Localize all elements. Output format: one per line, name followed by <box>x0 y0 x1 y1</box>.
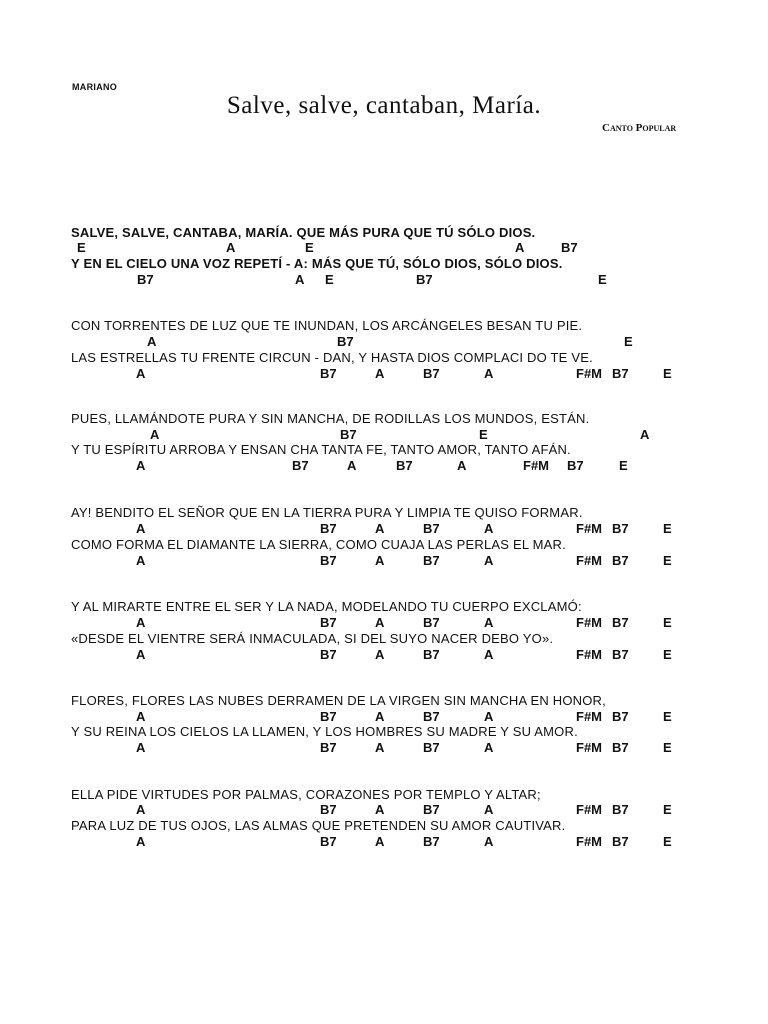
chord: A <box>375 834 385 849</box>
lyric-line <box>0 442 768 458</box>
lyric-text: SALVE, SALVE, CANTABA, MARÍA. QUE MÁS PURA QUE TÚ SÓLO DIOS. <box>71 225 536 240</box>
chord: E <box>624 334 633 349</box>
chord: A <box>457 458 467 473</box>
lyric-text: PUES, LLAMÁNDOTE PURA Y SIN MANCHA, DE RODILLAS LOS MUNDOS, ESTÁN. <box>71 411 590 426</box>
lyric-text: Y EN EL CIELO UNA VOZ REPETÍ - A: MÁS QUE TÚ, SÓLO DIOS, SÓLO DIOS. <box>71 256 563 271</box>
chord: A <box>484 740 494 755</box>
lyric-line <box>0 631 768 647</box>
chord-line <box>0 427 768 443</box>
chord: A <box>375 521 385 536</box>
chord: E <box>598 272 607 287</box>
chord: E <box>479 427 488 442</box>
lyric-line <box>0 318 768 334</box>
chord: B7 <box>320 709 337 724</box>
chord: A <box>375 802 385 817</box>
chord-line <box>0 458 768 474</box>
chord: B7 <box>423 802 440 817</box>
lyric-line <box>0 505 768 521</box>
chord: E <box>325 272 334 287</box>
chord: A <box>484 553 494 568</box>
chord: A <box>484 802 494 817</box>
chord: E <box>663 521 672 536</box>
chord: E <box>77 240 86 255</box>
chord: B7 <box>320 802 337 817</box>
chord: E <box>663 647 672 662</box>
lyric-line <box>0 350 768 366</box>
lyric-text: Y TU ESPÍRITU ARROBA Y ENSAN CHA TANTA FE, TANTO AMOR, TANTO AFÁN. <box>71 442 571 457</box>
lyric-text: Y SU REINA LOS CIELOS LA LLAMEN, Y LOS HOMBRES SU MADRE Y SU AMOR. <box>71 724 578 739</box>
chord-line <box>0 366 768 382</box>
chord: B7 <box>612 802 629 817</box>
chord: B7 <box>337 334 354 349</box>
chord: A <box>150 427 160 442</box>
chord: A <box>515 240 525 255</box>
chord: A <box>375 615 385 630</box>
chord-line <box>0 272 768 288</box>
chord: E <box>663 553 672 568</box>
chord: B7 <box>320 834 337 849</box>
chord: B7 <box>423 521 440 536</box>
chord-line <box>0 834 768 850</box>
chord: A <box>136 553 146 568</box>
chord: B7 <box>320 366 337 381</box>
chord: A <box>484 709 494 724</box>
page-title: Salve, salve, cantaban, María. <box>226 92 542 119</box>
chord: F#M <box>576 740 602 755</box>
chord: B7 <box>292 458 309 473</box>
lyric-text: COMO FORMA EL DIAMANTE LA SIERRA, COMO CUAJA LAS PERLAS EL MAR. <box>71 537 566 552</box>
chord: F#M <box>576 366 602 381</box>
chord: B7 <box>567 458 584 473</box>
chord: B7 <box>423 615 440 630</box>
chord: A <box>226 240 236 255</box>
chord: A <box>136 521 146 536</box>
chord: B7 <box>561 240 578 255</box>
chord-line <box>0 334 768 350</box>
song-source: Canto Popular <box>602 122 677 134</box>
chord: B7 <box>612 709 629 724</box>
chord: E <box>619 458 628 473</box>
chord: E <box>663 802 672 817</box>
chord-line <box>0 553 768 569</box>
chord: A <box>136 834 146 849</box>
chord: F#M <box>576 709 602 724</box>
chord: B7 <box>320 740 337 755</box>
lyric-line <box>0 818 768 834</box>
category-label: MARIANO <box>72 82 118 92</box>
lyric-line <box>0 787 768 803</box>
chord: B7 <box>612 647 629 662</box>
chord: A <box>375 553 385 568</box>
chord: E <box>305 240 314 255</box>
chord: B7 <box>612 834 629 849</box>
chord: A <box>375 366 385 381</box>
chord: B7 <box>612 740 629 755</box>
chord: F#M <box>576 802 602 817</box>
chord: A <box>136 366 146 381</box>
chord: B7 <box>320 553 337 568</box>
chord: A <box>347 458 357 473</box>
chord: B7 <box>612 615 629 630</box>
chord: E <box>663 709 672 724</box>
chord: B7 <box>320 521 337 536</box>
chord: B7 <box>423 553 440 568</box>
lyric-text: «DESDE EL VIENTRE SERÁ INMACULADA, SI DEL SUYO NACER DEBO YO». <box>71 631 554 646</box>
lyric-text: ELLA PIDE VIRTUDES POR PALMAS, CORAZONES POR TEMPLO Y ALTAR; <box>71 787 541 802</box>
chord: E <box>663 834 672 849</box>
chord: A <box>136 740 146 755</box>
chord: B7 <box>612 521 629 536</box>
chord-line <box>0 240 768 256</box>
chord: F#M <box>576 521 602 536</box>
chord: B7 <box>423 740 440 755</box>
chord: A <box>484 521 494 536</box>
chord: B7 <box>423 709 440 724</box>
chord: A <box>640 427 650 442</box>
lyric-text: CON TORRENTES DE LUZ QUE TE INUNDAN, LOS ARCÁNGELES BESAN TU PIE. <box>71 318 583 333</box>
chord-line <box>0 647 768 663</box>
lyric-line <box>0 256 768 272</box>
lyric-line <box>0 225 768 241</box>
chord: A <box>484 647 494 662</box>
chord: A <box>136 647 146 662</box>
chord: F#M <box>523 458 549 473</box>
chord-line <box>0 740 768 756</box>
chord: A <box>484 615 494 630</box>
lyric-line <box>0 599 768 615</box>
chord-line <box>0 709 768 725</box>
chord: E <box>663 615 672 630</box>
chord: B7 <box>612 366 629 381</box>
lyric-text: AY! BENDITO EL SEÑOR QUE EN LA TIERRA PURA Y LIMPIA TE QUISO FORMAR. <box>71 505 583 520</box>
chord: A <box>484 366 494 381</box>
chord: A <box>295 272 305 287</box>
chord: F#M <box>576 553 602 568</box>
lyric-text: Y AL MIRARTE ENTRE EL SER Y LA NADA, MODELANDO TU CUERPO EXCLAMÓ: <box>71 599 582 614</box>
chord: B7 <box>320 615 337 630</box>
chord: B7 <box>340 427 357 442</box>
chord: A <box>136 615 146 630</box>
chord: B7 <box>137 272 154 287</box>
chord: B7 <box>320 647 337 662</box>
chord-line <box>0 802 768 818</box>
lyric-text: LAS ESTRELLAS TU FRENTE CIRCUN - DAN, Y HASTA DIOS COMPLACI DO TE VE. <box>71 350 593 365</box>
lyric-text: PARA LUZ DE TUS OJOS, LAS ALMAS QUE PRETENDEN SU AMOR CAUTIVAR. <box>71 818 566 833</box>
chord: A <box>136 802 146 817</box>
lyric-text: FLORES, FLORES LAS NUBES DERRAMEN DE LA VIRGEN SIN MANCHA EN HONOR, <box>71 693 606 708</box>
chord: A <box>375 740 385 755</box>
chord: F#M <box>576 647 602 662</box>
chord: A <box>147 334 157 349</box>
chord: B7 <box>416 272 433 287</box>
chord: F#M <box>576 615 602 630</box>
chord: E <box>663 740 672 755</box>
chord: B7 <box>423 834 440 849</box>
chord: A <box>484 834 494 849</box>
chord: A <box>136 458 146 473</box>
chord: A <box>136 709 146 724</box>
chord: B7 <box>423 647 440 662</box>
lyric-line <box>0 724 768 740</box>
chord: B7 <box>612 553 629 568</box>
chord: A <box>375 709 385 724</box>
chord: B7 <box>423 366 440 381</box>
chord: E <box>663 366 672 381</box>
lyric-line <box>0 537 768 553</box>
chord: A <box>375 647 385 662</box>
lyric-line <box>0 411 768 427</box>
chord-line <box>0 615 768 631</box>
chord: B7 <box>396 458 413 473</box>
chord: F#M <box>576 834 602 849</box>
chord-line <box>0 521 768 537</box>
lyric-line <box>0 693 768 709</box>
